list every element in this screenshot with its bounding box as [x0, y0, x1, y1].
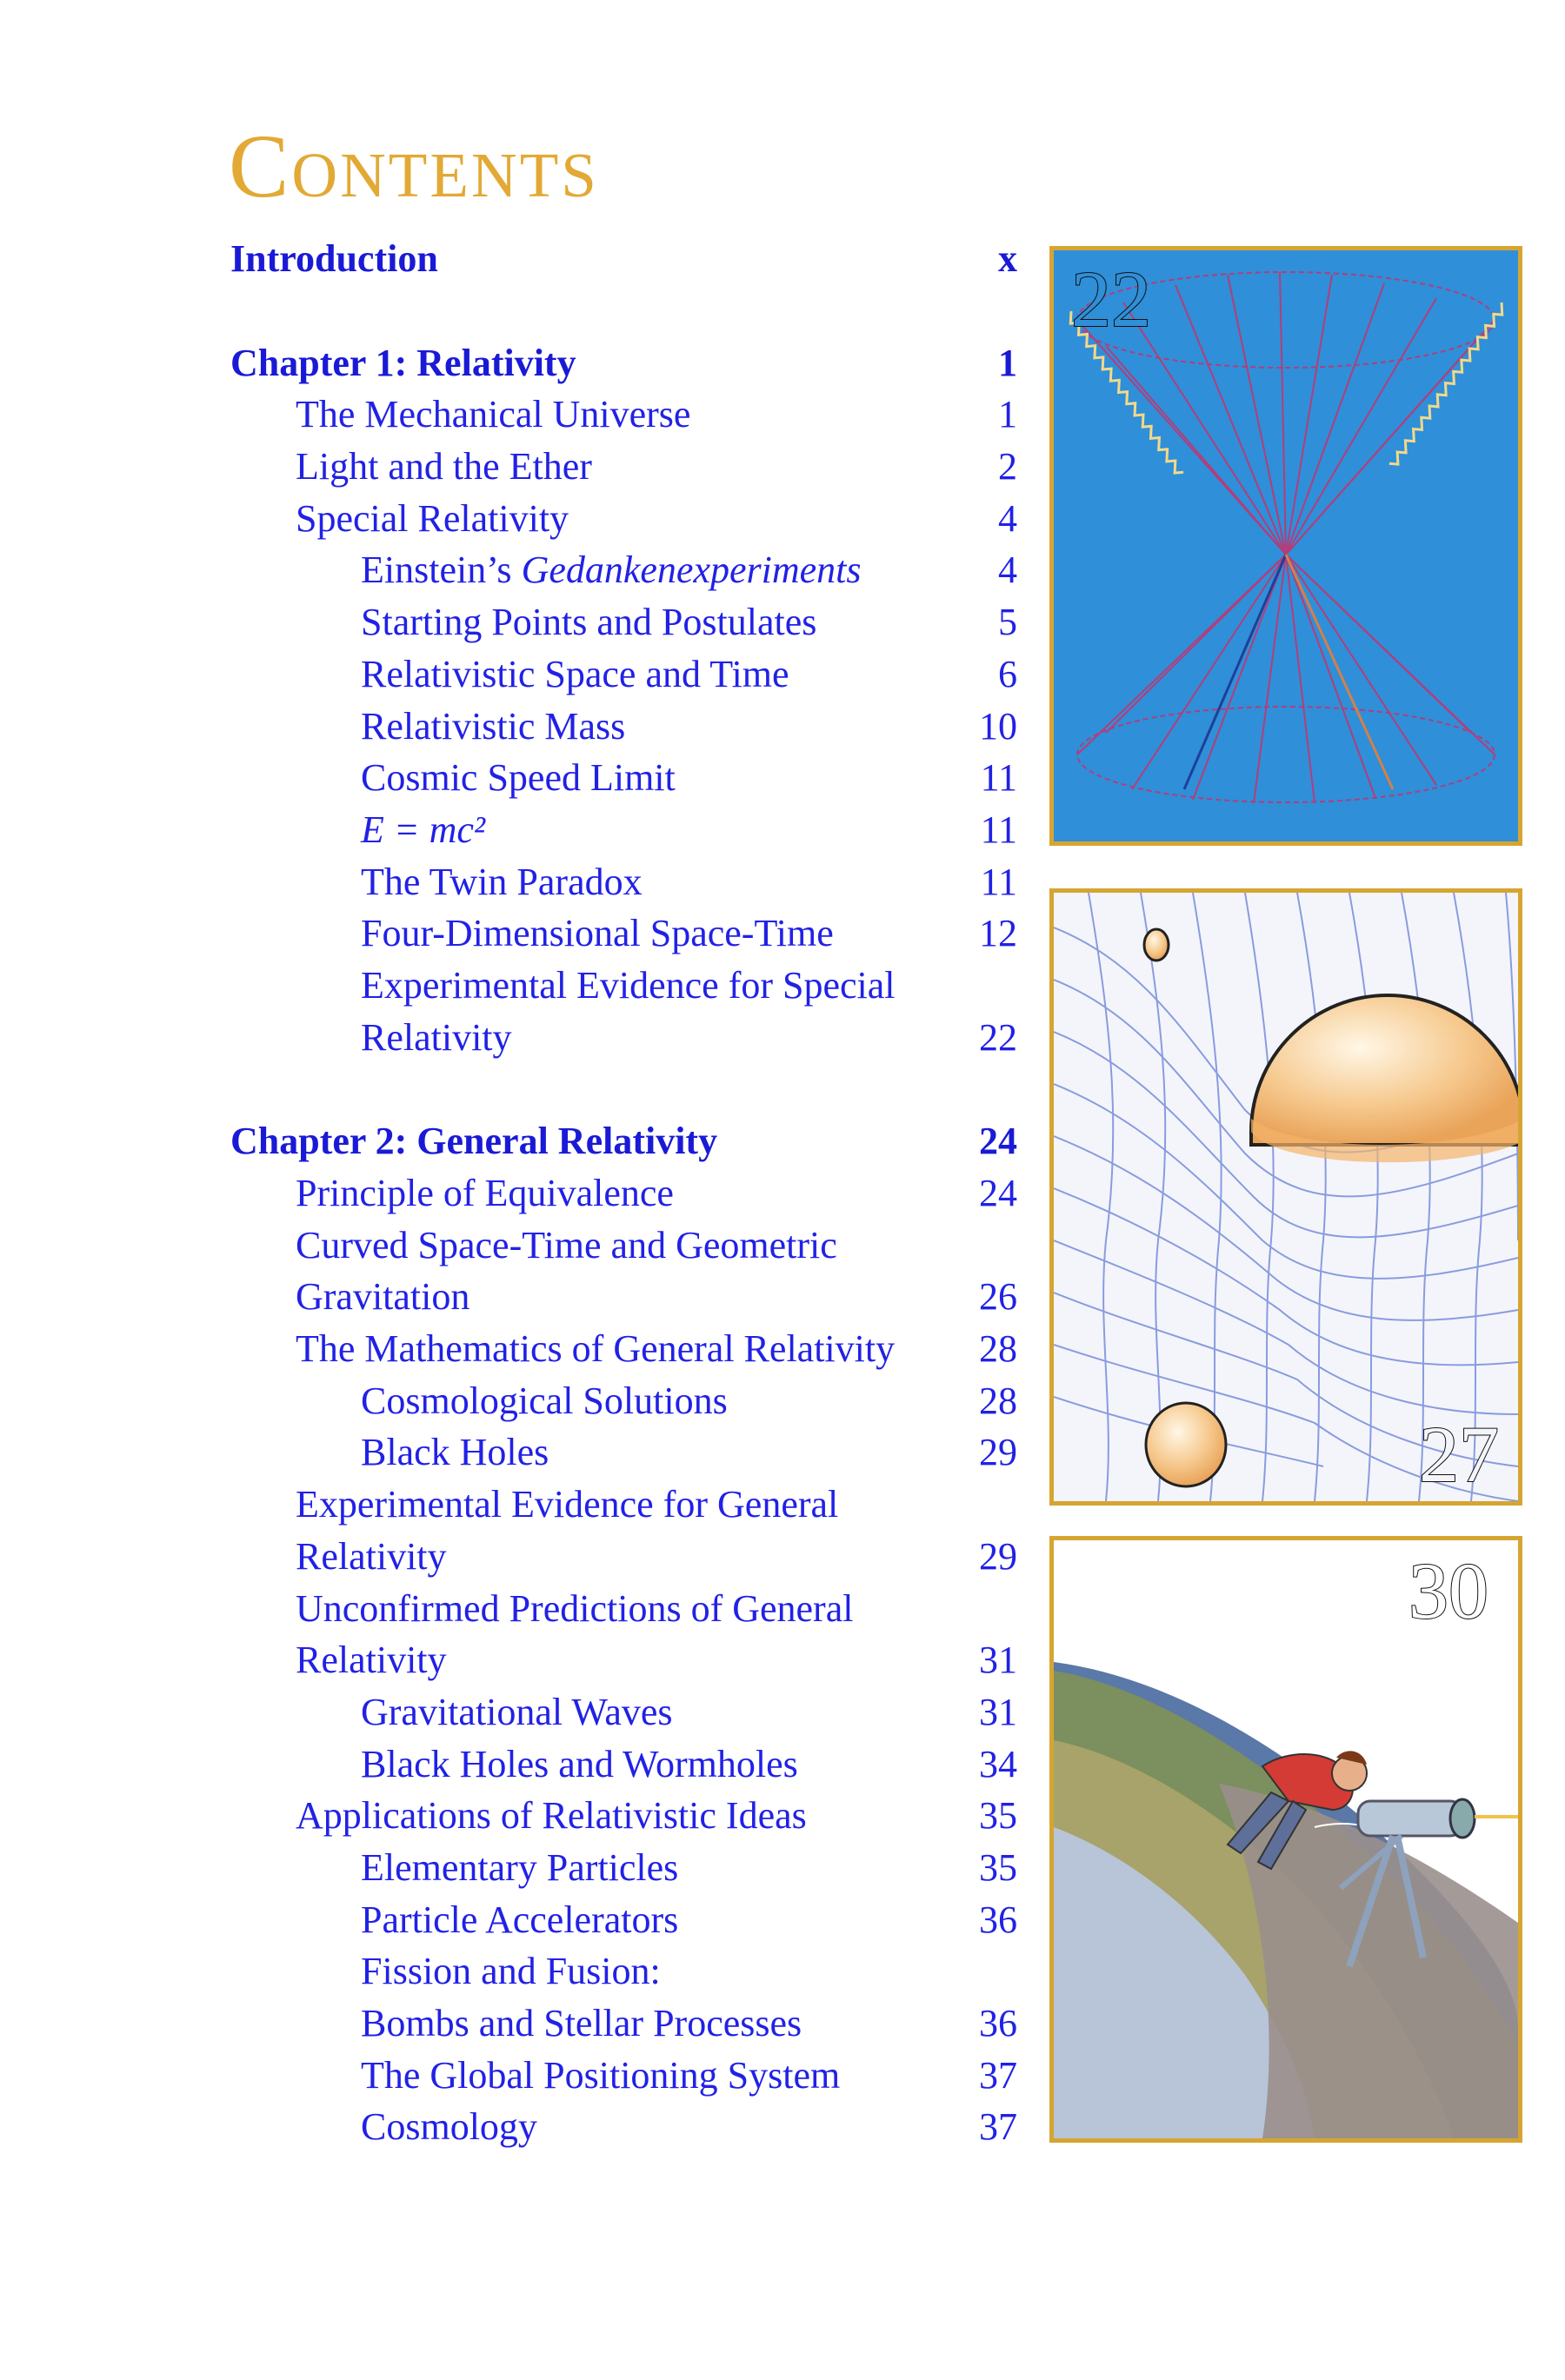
toc-entry[interactable]: [230, 1899, 1017, 1951]
toc-page-number: 24: [979, 1172, 1017, 1214]
toc-entry-title: Relativistic Space and Time: [361, 652, 789, 695]
toc-page-number: 5: [998, 601, 1017, 644]
panel-number: 22: [1071, 255, 1151, 343]
toc-entry[interactable]: [230, 2003, 1017, 2055]
toc-entry[interactable]: [230, 1639, 1017, 1692]
toc-entry-title: Starting Points and Postulates: [361, 601, 817, 644]
toc-spacer: [230, 1068, 1017, 1120]
toc-entry-title: The Twin Paradox: [361, 860, 643, 903]
toc-entry-title: Principle of Equivalence: [296, 1172, 674, 1214]
toc-page-number: 4: [998, 496, 1017, 540]
toc-entry[interactable]: [230, 1484, 1017, 1536]
toc-entry-title: The Mathematics of General Relativity: [296, 1327, 896, 1371]
toc-entry[interactable]: [230, 1951, 1017, 2003]
toc-entry[interactable]: [230, 706, 1017, 758]
toc-entry[interactable]: [230, 1795, 1017, 1847]
toc-chapter-entry[interactable]: [230, 238, 1017, 290]
figure-panel-light-cone: [1049, 246, 1522, 846]
toc-page-number: 31: [979, 1639, 1017, 1682]
toc-page-number: 35: [979, 1845, 1017, 1889]
figure-panel-astronomer: [1049, 1536, 1522, 2143]
toc-entry-title: Relativistic Mass: [361, 704, 626, 748]
toc-page-number: 37: [979, 2105, 1017, 2149]
toc-entry[interactable]: [230, 861, 1017, 914]
toc-entry[interactable]: [230, 1744, 1017, 1796]
toc-entry[interactable]: [230, 1432, 1017, 1484]
toc-entry-title: Black Holes: [361, 1431, 549, 1474]
toc-page-number: 4: [998, 548, 1017, 592]
toc-entry-title: Chapter 1: Relativity: [230, 341, 576, 384]
toc-entry-title: [361, 549, 862, 591]
toc-page-number: 11: [980, 860, 1017, 903]
toc-entry-title: Experimental Evidence for Special: [361, 963, 896, 1007]
toc-entry-title: Experimental Evidence for General: [296, 1483, 839, 1526]
page-title: Contents: [229, 116, 599, 216]
toc-entry-title: Unconfirmed Predictions of General: [296, 1586, 854, 1630]
toc-entry-title: Chapter 2: General Relativity: [230, 1120, 718, 1163]
toc-entry-title-prefix: Einstein’s: [361, 548, 522, 592]
toc-entry-title: Curved Space-Time and Geometric: [296, 1223, 837, 1266]
toc-entry-title: The Mechanical Universe: [296, 393, 691, 436]
toc-entry[interactable]: [230, 1536, 1017, 1588]
toc-page-number: 12: [979, 912, 1017, 955]
toc-page-number: 37: [979, 2053, 1017, 2097]
toc-page-number: 28: [979, 1379, 1017, 1422]
toc-page-number: 2: [998, 445, 1017, 489]
toc-entry[interactable]: [230, 1276, 1017, 1328]
toc-entry[interactable]: [230, 1328, 1017, 1380]
toc-entry-title: Four-Dimensional Space-Time: [361, 912, 834, 955]
toc-entry-title: Relativity: [361, 1015, 512, 1059]
toc-entry-title: Introduction: [230, 237, 438, 280]
toc-page-number: 22: [979, 1015, 1017, 1059]
table-of-contents: [230, 238, 1017, 2158]
toc-entry[interactable]: [230, 1225, 1017, 1277]
toc-page-number: 10: [979, 704, 1017, 748]
toc-entry[interactable]: [230, 1017, 1017, 1069]
toc-entry-title: Particle Accelerators: [361, 1898, 679, 1941]
toc-entry[interactable]: [230, 757, 1017, 809]
toc-entry-title: E = mc²: [361, 808, 486, 851]
toc-entry-title: Gravitation: [296, 1275, 470, 1319]
toc-entry[interactable]: [230, 1380, 1017, 1433]
toc-entry-title: Gravitational Waves: [361, 1690, 673, 1733]
toc-page-number: 29: [979, 1534, 1017, 1578]
toc-page-number: 28: [979, 1327, 1017, 1371]
toc-entry-title: Relativity: [296, 1534, 447, 1578]
toc-entry[interactable]: [230, 2106, 1017, 2158]
toc-page-number: 24: [979, 1120, 1017, 1163]
toc-entry-title: Elementary Particles: [361, 1845, 679, 1889]
panel-number: 30: [1408, 1546, 1488, 1635]
toc-entry[interactable]: [230, 2055, 1017, 2107]
toc-entry[interactable]: [230, 602, 1017, 654]
toc-entry[interactable]: [230, 654, 1017, 706]
toc-page-number: 11: [980, 808, 1017, 851]
toc-entry[interactable]: [230, 549, 1017, 602]
toc-page-number: 36: [979, 1898, 1017, 1941]
toc-page-number: 36: [979, 2002, 1017, 2044]
toc-entry[interactable]: [230, 394, 1017, 446]
toc-page-number: 31: [979, 1690, 1017, 1733]
toc-entry[interactable]: [230, 1847, 1017, 1899]
toc-page-number: 35: [979, 1794, 1017, 1838]
toc-entry-title: Cosmological Solutions: [361, 1379, 728, 1422]
toc-page-number: 1: [998, 393, 1017, 436]
toc-entry-title: Fission and Fusion:: [361, 1950, 661, 1993]
toc-entry-title: Light and the Ether: [296, 445, 592, 489]
toc-entry-title: Black Holes and Wormholes: [361, 1742, 798, 1785]
toc-page-number: 11: [980, 756, 1017, 800]
toc-entry-title: Special Relativity: [296, 496, 569, 540]
toc-entry-title: Relativity: [296, 1639, 447, 1682]
toc-entry-title: Cosmology: [361, 2105, 537, 2149]
toc-chapter-entry[interactable]: [230, 342, 1017, 395]
toc-entry-title: The Global Positioning System: [361, 2053, 841, 2097]
toc-entry[interactable]: [230, 498, 1017, 550]
toc-page-number: x: [998, 237, 1017, 280]
toc-page-number: 34: [979, 1742, 1017, 1785]
toc-page-number: 6: [998, 652, 1017, 695]
toc-entry[interactable]: [230, 1173, 1017, 1225]
toc-entry-title-italic: Gedankenexperiments: [521, 548, 862, 592]
toc-entry-title: Bombs and Stellar Processes: [361, 2002, 802, 2044]
toc-chapter-entry[interactable]: [230, 1120, 1017, 1173]
toc-entry[interactable]: [230, 1692, 1017, 1744]
toc-entry[interactable]: [230, 913, 1017, 965]
toc-entry[interactable]: [230, 446, 1017, 498]
panel-number: 27: [1419, 1410, 1499, 1499]
figure-panel-curved-spacetime: [1049, 888, 1522, 1506]
toc-entry[interactable]: [230, 809, 1017, 861]
toc-entry-title: Cosmic Speed Limit: [361, 756, 676, 800]
toc-page-number: 29: [979, 1431, 1017, 1474]
toc-page-number: 1: [998, 341, 1017, 384]
toc-entry[interactable]: [230, 1588, 1017, 1640]
toc-spacer: [230, 290, 1017, 342]
toc-entry[interactable]: [230, 965, 1017, 1017]
toc-page-number: 26: [979, 1275, 1017, 1319]
toc-entry-title: Applications of Relativistic Ideas: [296, 1794, 807, 1838]
